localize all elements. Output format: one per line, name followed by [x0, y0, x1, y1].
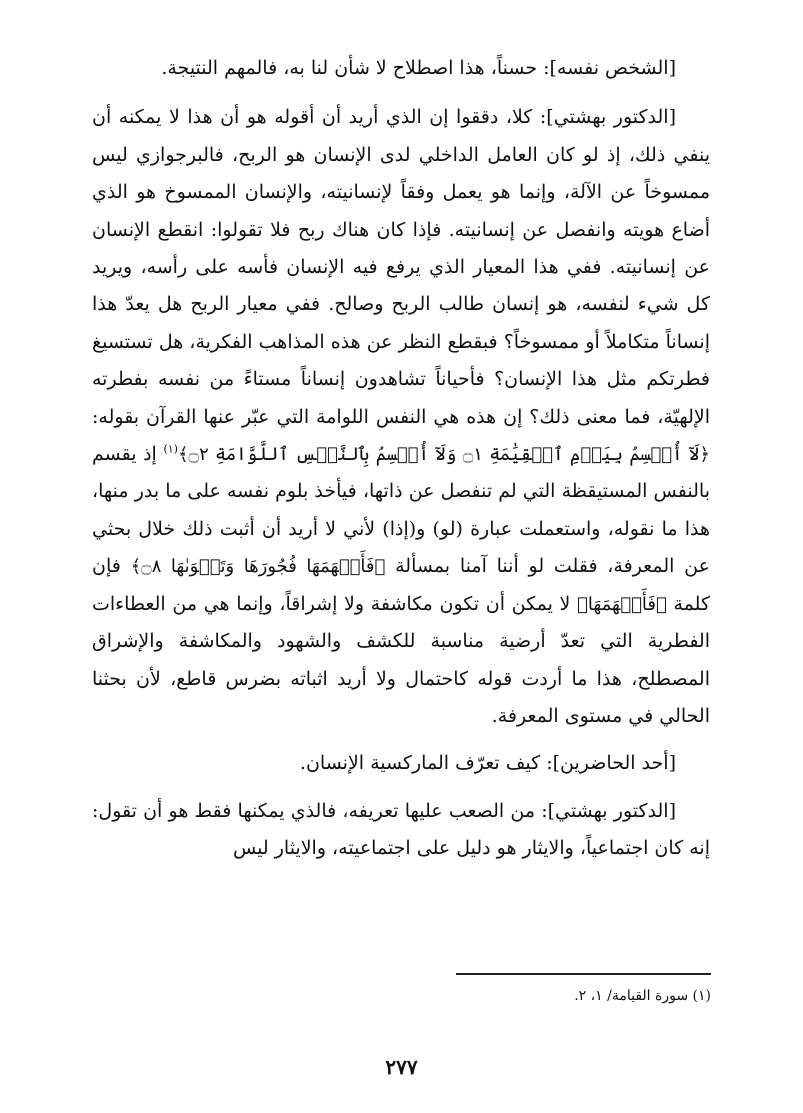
- paragraph-text: : من الصعب عليها تعريفه، فالذي يمكنها فقط هو أن تقول: إنه كان اجتماعياً، والايثار هو دليل على اجتماعيته، والايثار ليس: [92, 799, 710, 860]
- footnote: (١) سورة القيامة/ ١، ٢.: [574, 988, 711, 1004]
- paragraph-gap: [92, 87, 710, 99]
- footnote-divider: [456, 973, 711, 975]
- quran-verse: ﴿فَأَلۡهَمَهَا فُجُورَهَا وَتَقۡوَىٰهَا ۝٨﴾: [130, 556, 386, 578]
- footnote-reference[interactable]: (١): [163, 442, 178, 456]
- quran-verse: ﴿لَآ أُقۡسِمُ بِيَوۡمِ ٱلۡقِيَٰمَةِ ۝١ وَلَآ أُقۡسِمُ بِٱلنَّفۡسِ ٱللَّوَّامَةِ ۝٢﴾: [177, 444, 710, 466]
- paragraph-text: : كلا، دققوا إن الذي أريد أن أقوله هو أن هذا لا يمكنه أن ينفي ذلك، إذ لو كان العامل الداخلي لدى الإنسان هو الربح، فالبرجوازي ليس ممسوخاً عن الآلة، وإنما هو يعمل وفقاً لإنسانيته، والإنسان الممسوخ هو الذي أضاع هويته وانفصل عن إنسانيته. فإذا كان هناك ربح فلا تقولوا: انقطع الإنسان عن إنسانيته. ففي هذا المعيار الذي يرفع فيه الإنسان فأسه على رأسه، ويريد كل شيء لنفسه، هو إنسان طالب الربح وصالح. ففي معيار الربح هل يعدّ هذا إنساناً متكاملاً أو ممسوخاً؟ فبقطع النظر عن هذه المذاهب الفكرية، هل تستسيغ فطرتكم مثل هذا الإنسان؟ فأحياناً تشاهدون إنساناً مستاءً من نفسه بفطرته الإلهيّة، فما معنى ذلك؟ إن هذه هي النفس اللوامة التي عبّر عنها القرآن بقوله:: [92, 106, 710, 428]
- paragraph-1: [92, 50, 710, 87]
- speaker-label: [الدكتور بهشتي]: [546, 106, 677, 129]
- speaker-label: [أحد الحاضرين]: [552, 752, 676, 775]
- speaker-label: [الدكتور بهشتي]: [547, 799, 676, 822]
- paragraph-gap: [92, 783, 710, 793]
- paragraph-3: [92, 745, 710, 782]
- page-number: ٢٧٧: [385, 1055, 418, 1079]
- body-text: [92, 50, 710, 868]
- paragraph-text: إذ يقسم بالنفس المستيقظة التي لم تنفصل عن ذاتها، فيأخذ بلوم نفسه على ما بدر منها، هذا ما نقوله، واستعملت عبارة (لو) و(إذا) لأني لا أريد أن أثبت ذلك خلال بحثي عن المعرفة، فقلت لو أننا آمنا بمسألة: [92, 443, 710, 578]
- paragraph-4: [92, 793, 710, 868]
- paragraph-2: [92, 99, 710, 735]
- paragraph-text: لا يمكن أن تكون مكاشفة ولا إشراقاً، وإنما هي من العطاءات الفطرية التي تعدّ أرضية مناسبة للكشف والشهود والمكاشفة والإشراق المصطلح، هذا ما أردت قوله كاحتمال ولا أريد اثباته بضرس قاطع، لأن بحثنا الحالي في مستوى المعرفة.: [92, 592, 710, 727]
- paragraph-gap: [92, 735, 710, 745]
- quran-verse: ﴿فَأَلۡهَمَهَا﴾: [577, 593, 667, 615]
- speaker-label: [الشخص نفسه]: [549, 57, 676, 79]
- paragraph-text: : كيف تعرّف الماركسية الإنسان.: [299, 752, 553, 775]
- paragraph-text: : حسناً، هذا اصطلاح لا شأن لنا به، فالمهم النتيجة.: [161, 57, 550, 79]
- paragraph-text: فإن كلمة: [92, 555, 710, 615]
